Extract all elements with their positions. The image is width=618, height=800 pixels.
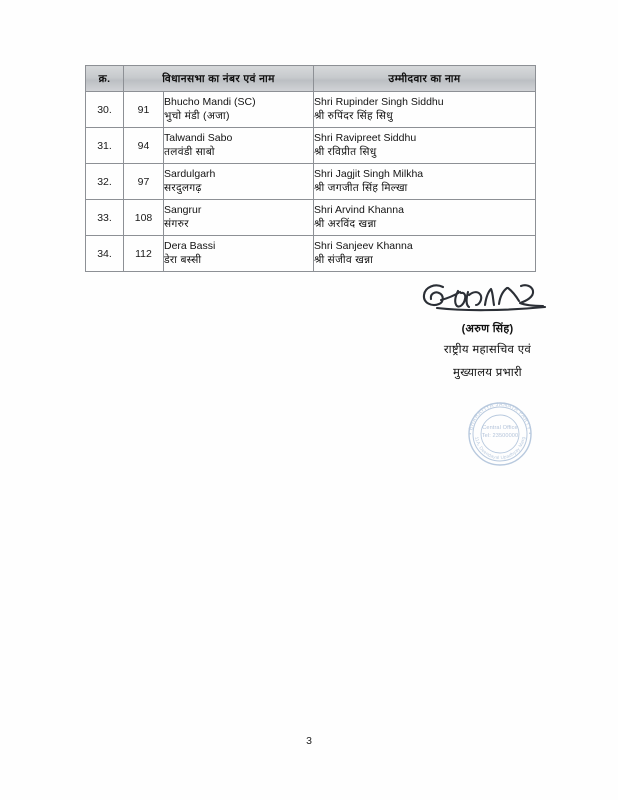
cell-candidate-name bbox=[314, 236, 536, 272]
column-header-candidate: उम्मीदवार का नाम bbox=[314, 66, 536, 92]
cell-serial: 31. bbox=[86, 128, 124, 164]
stamp-telephone: Tel: 23500000 bbox=[481, 433, 519, 439]
constituency-name-hindi: भुचो मंडी (अजा) bbox=[164, 110, 230, 122]
constituency-name-english: Dera Bassi bbox=[164, 240, 216, 252]
cell-serial: 33. bbox=[86, 200, 124, 236]
candidate-name-hindi: श्री संजीव खन्ना bbox=[314, 254, 374, 266]
candidate-name-english: Shri Jagjit Singh Milkha bbox=[314, 168, 424, 180]
signature-block bbox=[380, 278, 595, 380]
cell-serial: 30. bbox=[86, 92, 124, 128]
candidate-name-english: Shri Sanjeev Khanna bbox=[314, 240, 413, 252]
constituency-name-hindi: संगरुर bbox=[164, 218, 189, 230]
constituency-name-hindi: डेरा बस्सी bbox=[164, 254, 202, 266]
column-header-constituency: विधानसभा का नंबर एवं नाम bbox=[124, 66, 314, 92]
cell-candidate-name bbox=[314, 128, 536, 164]
candidate-name-hindi: श्री रुपिंदर सिंह सिधु bbox=[314, 110, 394, 122]
constituency-name-hindi: तलवंडी साबो bbox=[164, 146, 215, 158]
constituency-name-english: Bhucho Mandi (SC) bbox=[164, 96, 256, 108]
constituency-name-english: Sangrur bbox=[164, 204, 202, 216]
cell-constituency-name bbox=[164, 200, 314, 236]
cell-candidate-name bbox=[314, 164, 536, 200]
cell-candidate-name bbox=[314, 92, 536, 128]
stamp-center-text bbox=[462, 424, 538, 440]
cell-constituency-name bbox=[164, 236, 314, 272]
constituency-name-english: Sardulgarh bbox=[164, 168, 216, 180]
cell-constituency-name bbox=[164, 164, 314, 200]
table-row bbox=[86, 200, 536, 236]
table-row bbox=[86, 92, 536, 128]
svg-text:• BHARATIYA JANATA PARTY •: • BHARATIYA JANATA PARTY • bbox=[467, 401, 533, 435]
signatory-title-line-2: मुख्यालय प्रभारी bbox=[453, 367, 522, 379]
candidate-name-hindi: श्री अरविंद खन्ना bbox=[314, 218, 377, 230]
cell-constituency-name bbox=[164, 92, 314, 128]
cell-constituency-number: 108 bbox=[124, 200, 164, 236]
svg-text:11A, Deendayal Upadhyay Marg: 11A, Deendayal Upadhyay Marg bbox=[474, 436, 526, 461]
constituency-name-hindi: सरदुलगढ़ bbox=[164, 182, 202, 194]
table-header-row bbox=[86, 66, 536, 92]
candidate-name-hindi: श्री रविप्रीत सिधु bbox=[314, 146, 377, 158]
table-row bbox=[86, 128, 536, 164]
cell-candidate-name bbox=[314, 200, 536, 236]
signatory-name: (अरुण सिंह) bbox=[461, 323, 514, 335]
constituency-name-english: Talwandi Sabo bbox=[164, 132, 233, 144]
cell-constituency-number: 91 bbox=[124, 92, 164, 128]
cell-constituency-name bbox=[164, 128, 314, 164]
stamp-office-label: Central Office bbox=[482, 425, 518, 431]
cell-constituency-number: 97 bbox=[124, 164, 164, 200]
office-stamp bbox=[462, 396, 538, 472]
cell-constituency-number: 94 bbox=[124, 128, 164, 164]
table-row bbox=[86, 236, 536, 272]
column-header-serial: क्र. bbox=[86, 66, 124, 92]
candidate-table bbox=[85, 65, 536, 272]
candidate-name-hindi: श्री जगजीत सिंह मिल्खा bbox=[314, 182, 408, 194]
cell-serial: 32. bbox=[86, 164, 124, 200]
cell-constituency-number: 112 bbox=[124, 236, 164, 272]
candidate-name-english: Shri Arvind Khanna bbox=[314, 204, 404, 216]
candidate-table-container bbox=[85, 65, 535, 272]
handwritten-signature-icon bbox=[413, 278, 563, 320]
table-row bbox=[86, 164, 536, 200]
page-number: 3 bbox=[306, 735, 312, 747]
cell-serial: 34. bbox=[86, 236, 124, 272]
table-body bbox=[86, 92, 536, 272]
signatory-title-line-1: राष्ट्रीय महासचिव एवं bbox=[443, 344, 532, 356]
candidate-name-english: Shri Ravipreet Siddhu bbox=[314, 132, 417, 144]
table-header bbox=[86, 66, 536, 92]
candidate-name-english: Shri Rupinder Singh Siddhu bbox=[314, 96, 444, 108]
